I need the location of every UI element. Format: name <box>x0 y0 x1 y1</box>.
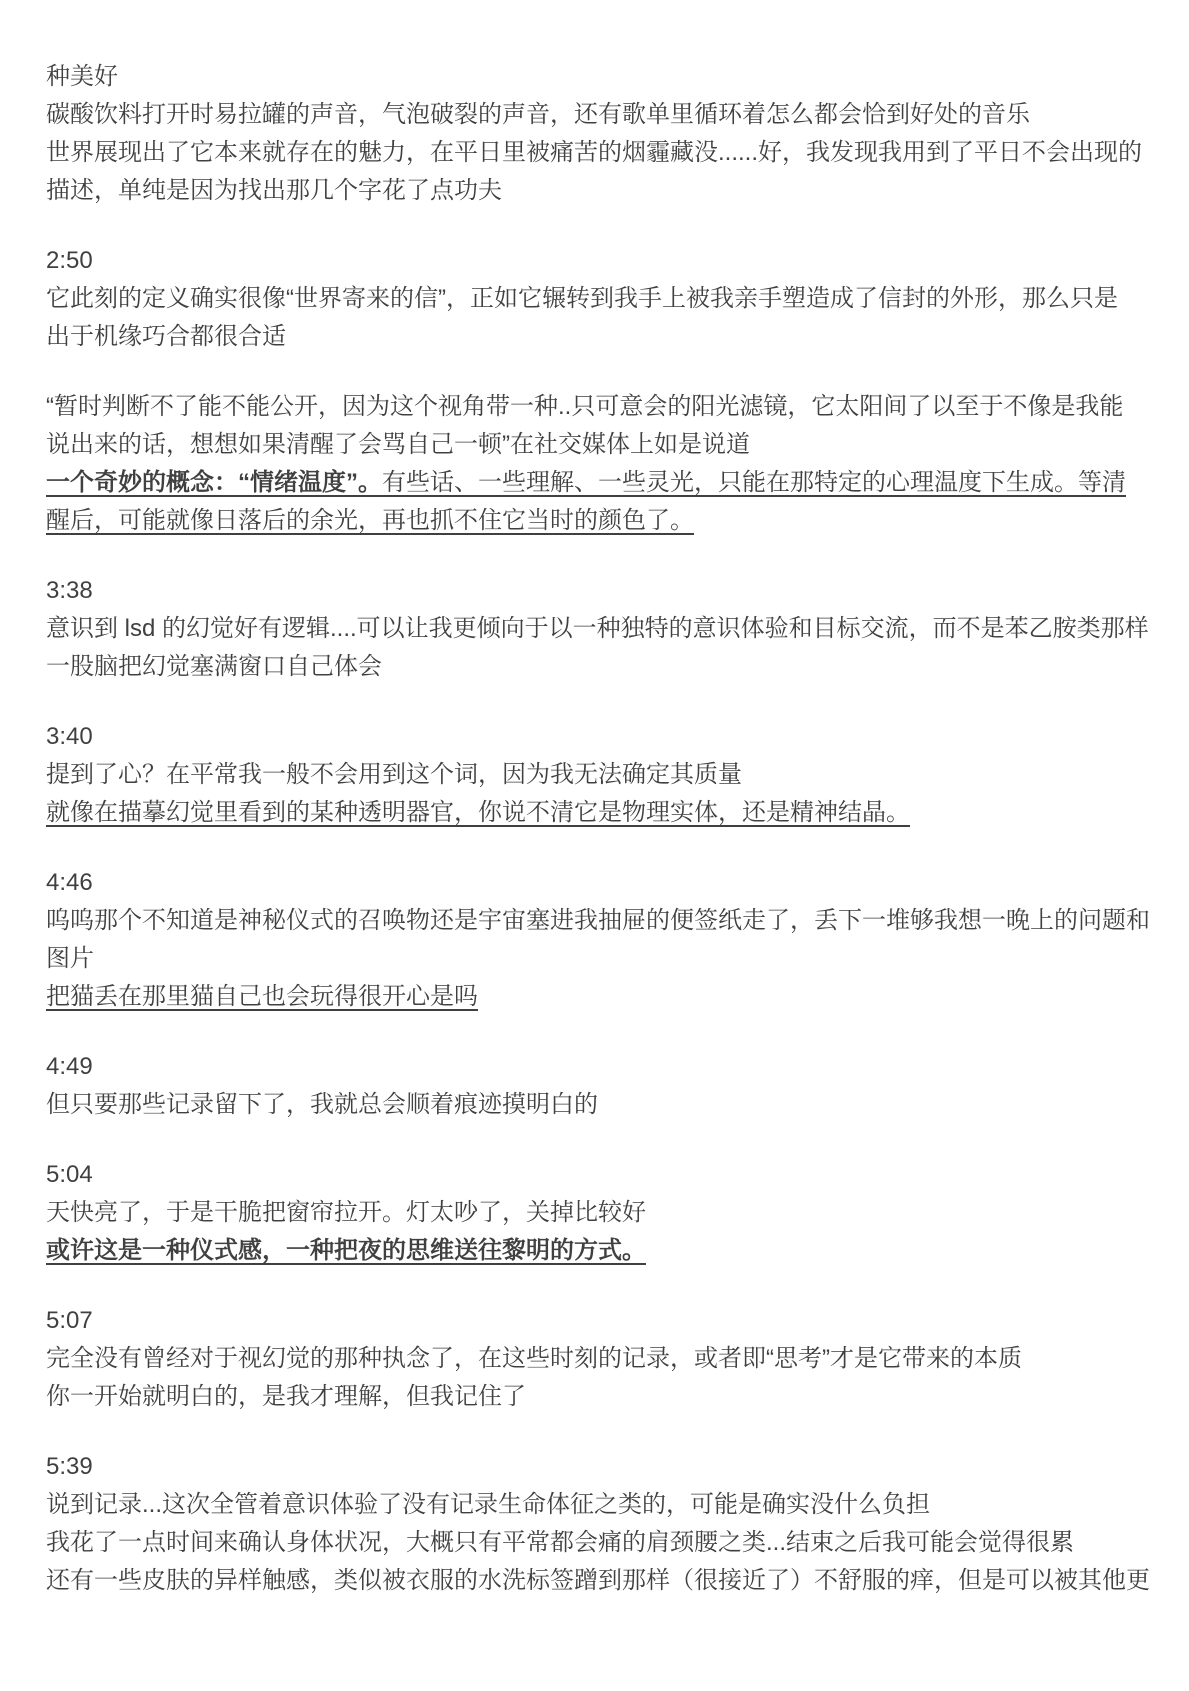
text-segment: 世界展现出了它本来就存在的魅力，在平日里被痛苦的烟霾藏没......好，我发现我用到了平日不会出现的 <box>46 139 1143 166</box>
text-segment: 完全没有曾经对于视幻觉的那种执念了，在这些时刻的记录，或者即“思考”才是它带来的本质 <box>46 1345 1022 1372</box>
text-line <box>46 280 1159 318</box>
text-segment: 出于机缘巧合都很合适 <box>46 323 286 350</box>
text-segment: 种美好 <box>46 63 118 90</box>
text-line <box>46 1232 1159 1270</box>
text-line <box>46 96 1159 134</box>
text-segment: 一股脑把幻觉塞满窗口自己体会 <box>46 653 382 680</box>
text-segment: 意识到 lsd 的幻觉好有逻辑....可以让我更倾向于以一种独特的意识体验和目标交流，而不是苯乙胺类那样 <box>46 615 1149 642</box>
text-line <box>46 1340 1159 1378</box>
text-segment: 有些话、一些理解、一些灵光，只能在那特定的心理温度下生成。等清 <box>382 469 1126 496</box>
timestamp-line <box>46 1302 1159 1340</box>
text-line <box>46 426 1159 464</box>
text-segment: 一个奇妙的概念：“情绪温度”。 <box>46 469 382 496</box>
text-line <box>46 902 1159 940</box>
timestamp-line <box>46 1156 1159 1194</box>
timestamp-line <box>46 572 1159 610</box>
text-segment: 它此刻的定义确实很像“世界寄来的信”，正如它辗转到我手上被我亲手塑造成了信封的外形，那么只是 <box>46 285 1118 312</box>
text-segment: 把猫丢在那里猫自己也会玩得很开心是吗 <box>46 983 478 1010</box>
timestamp-line <box>46 242 1159 280</box>
text-segment: 醒后，可能就像日落后的余光，再也抓不住它当时的颜色了。 <box>46 507 694 534</box>
text-segment: “暂时判断不了能不能公开，因为这个视角带一种..只可意会的阳光滤镜，它太阳间了以至于不像是我能 <box>46 393 1124 420</box>
timestamp-line <box>46 1448 1159 1486</box>
text-segment: 2:50 <box>46 247 93 274</box>
text-segment: 说到记录...这次全管着意识体验了没有记录生命体征之类的，可能是确实没什么负担 <box>46 1491 931 1518</box>
text-line <box>46 464 1159 502</box>
text-line <box>46 1486 1159 1524</box>
paragraph-block <box>46 1302 1159 1416</box>
paragraph-block <box>46 1156 1159 1270</box>
text-segment: 提到了心？在平常我一般不会用到这个词，因为我无法确定其质量 <box>46 761 742 788</box>
text-line <box>46 1524 1159 1562</box>
text-segment: 或许这是一种仪式感，一种把夜的思维送往黎明的方式。 <box>46 1237 646 1264</box>
text-segment: 呜呜那个不知道是神秘仪式的召唤物还是宇宙塞进我抽屉的便签纸走了，丢下一堆够我想一晚上的问题和 <box>46 907 1150 934</box>
paragraph-block <box>46 718 1159 832</box>
text-segment: 4:49 <box>46 1053 93 1080</box>
text-segment: 5:39 <box>46 1453 93 1480</box>
text-segment: 但只要那些记录留下了，我就总会顺着痕迹摸明白的 <box>46 1091 598 1118</box>
text-line <box>46 1194 1159 1232</box>
text-line <box>46 1562 1159 1600</box>
text-line <box>46 978 1159 1016</box>
paragraph-block <box>46 58 1159 210</box>
text-line <box>46 58 1159 96</box>
text-segment: 我花了一点时间来确认身体状况，大概只有平常都会痛的肩颈腰之类...结束之后我可能会觉得很累 <box>46 1529 1075 1556</box>
paragraph-block <box>46 1048 1159 1124</box>
text-segment: 图片 <box>46 945 94 972</box>
text-segment: 3:38 <box>46 577 93 604</box>
text-line <box>46 502 1159 540</box>
text-line <box>46 794 1159 832</box>
paragraph-block <box>46 242 1159 356</box>
paragraph-block <box>46 864 1159 1016</box>
text-segment: 5:04 <box>46 1161 93 1188</box>
text-line <box>46 388 1159 426</box>
text-segment: 描述，单纯是因为找出那几个字花了点功夫 <box>46 177 502 204</box>
text-line <box>46 940 1159 978</box>
text-line <box>46 756 1159 794</box>
text-segment: 说出来的话，想想如果清醒了会骂自己一顿”在社交媒体上如是说道 <box>46 431 750 458</box>
document-blocks <box>46 58 1159 1600</box>
paragraph-block <box>46 1448 1159 1600</box>
text-line <box>46 648 1159 686</box>
paragraph-block <box>46 388 1159 540</box>
text-segment: 你一开始就明白的，是我才理解，但我记住了 <box>46 1383 526 1410</box>
text-segment: 3:40 <box>46 723 93 750</box>
text-segment: 还有一些皮肤的异样触感，类似被衣服的水洗标签蹭到那样（很接近了）不舒服的痒，但是可以被其他更 <box>46 1567 1150 1594</box>
text-line <box>46 610 1159 648</box>
timestamp-line <box>46 864 1159 902</box>
text-line <box>46 1378 1159 1416</box>
text-segment: 5:07 <box>46 1307 93 1334</box>
timestamp-line <box>46 1048 1159 1086</box>
text-line <box>46 134 1159 172</box>
text-line <box>46 1086 1159 1124</box>
text-segment: 天快亮了，于是干脆把窗帘拉开。灯太吵了，关掉比较好 <box>46 1199 646 1226</box>
text-segment: 4:46 <box>46 869 93 896</box>
paragraph-block <box>46 572 1159 686</box>
text-line <box>46 172 1159 210</box>
timestamp-line <box>46 718 1159 756</box>
text-segment: 碳酸饮料打开时易拉罐的声音，气泡破裂的声音，还有歌单里循环着怎么都会恰到好处的音乐 <box>46 101 1030 128</box>
text-line <box>46 318 1159 356</box>
text-segment: 就像在描摹幻觉里看到的某种透明器官，你说不清它是物理实体，还是精神结晶。 <box>46 799 910 826</box>
